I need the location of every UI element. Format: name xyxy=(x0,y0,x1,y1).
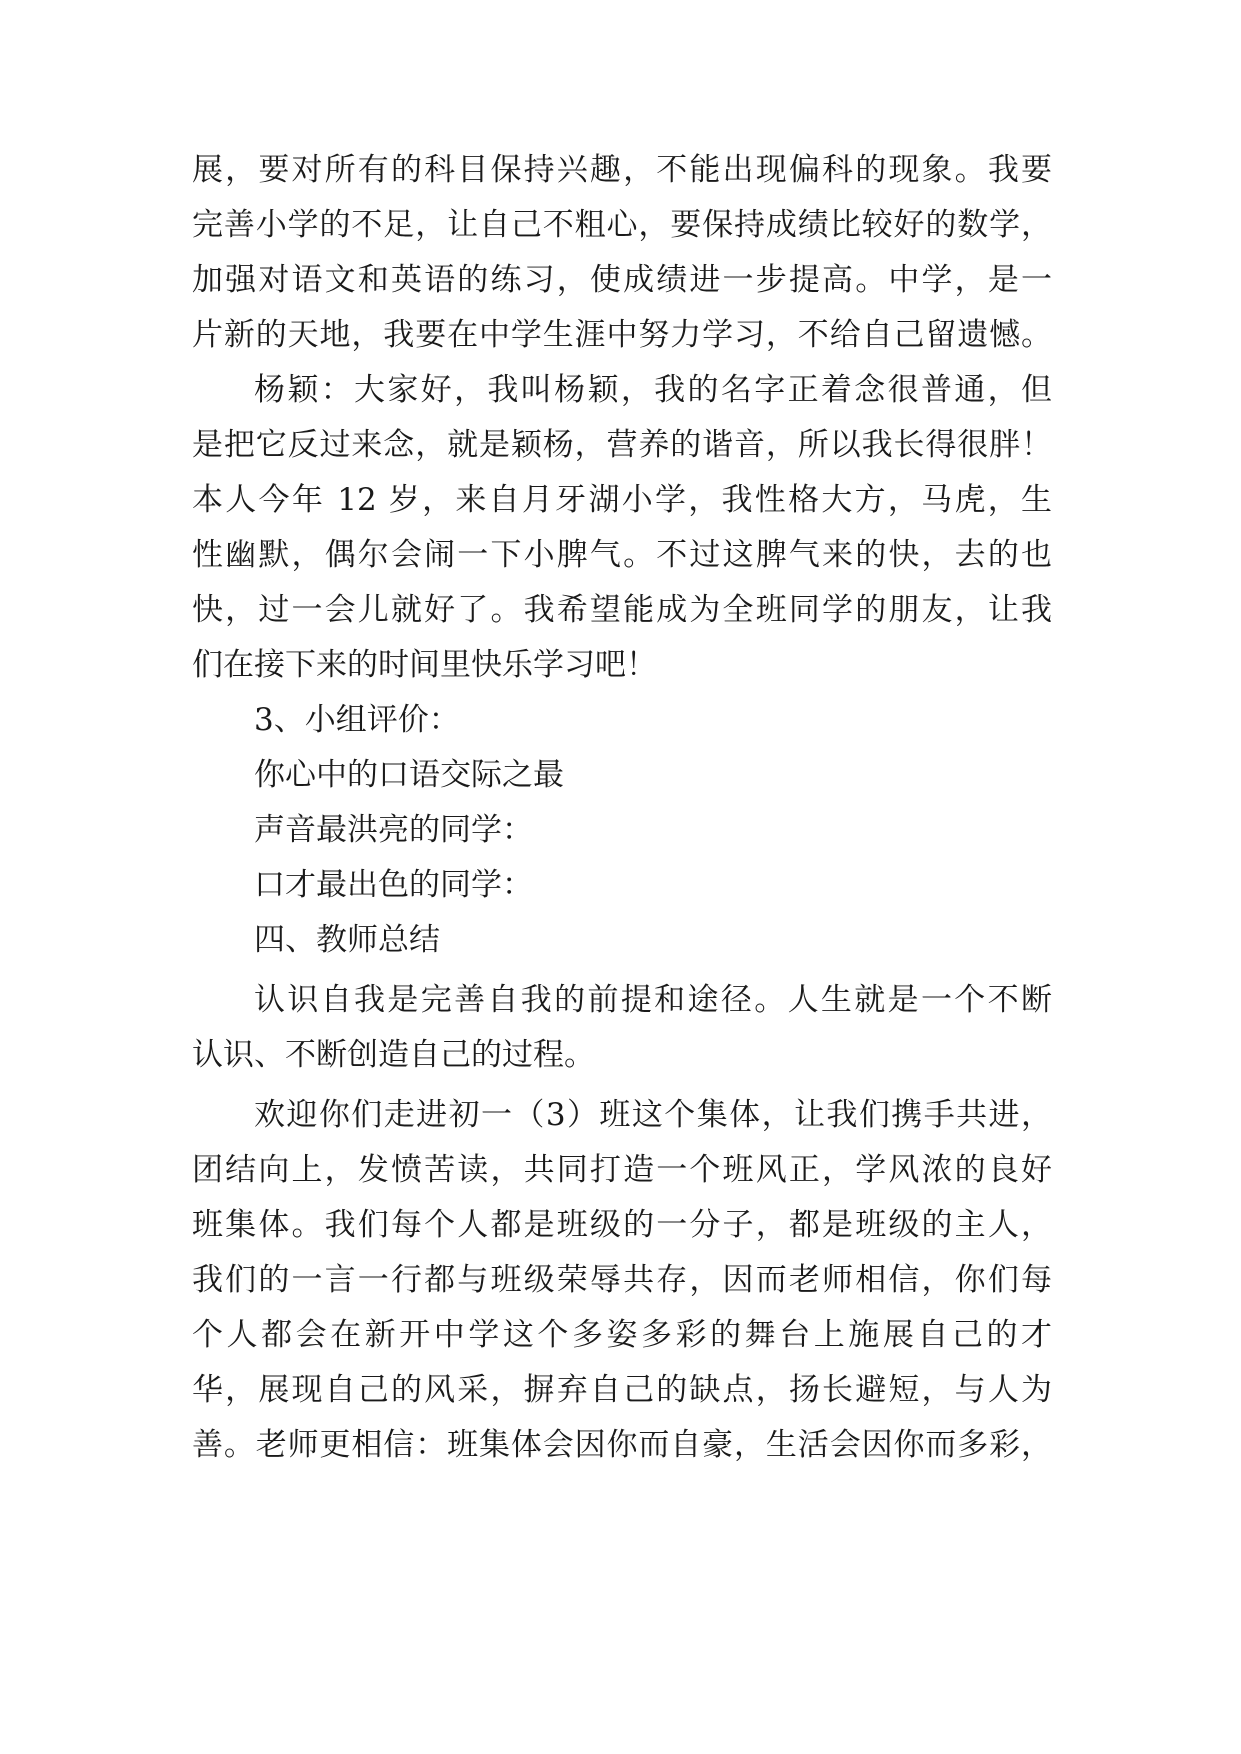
paragraph-line: 们在接下来的时间里快乐学习吧！ xyxy=(192,647,657,683)
section-heading: 四、教师总结 xyxy=(254,922,440,958)
section-heading: 3、小组评价： xyxy=(254,702,460,738)
paragraph-line: 完善小学的不足，让自己不粗心，要保持成绩比较好的数学， xyxy=(192,207,1052,243)
paragraph-line: 团结向上，发愤苦读，共同打造一个班风正，学风浓的良好 xyxy=(192,1152,1052,1188)
paragraph-line: 声音最洪亮的同学： xyxy=(254,812,533,848)
paragraph-line: 展，要对所有的科目保持兴趣，不能出现偏科的现象。我要 xyxy=(192,152,1052,188)
paragraph-line: 华，展现自己的风采，摒弃自己的缺点，扬长避短，与人为 xyxy=(192,1372,1052,1408)
paragraph-line: 认识自我是完善自我的前提和途径。人生就是一个不断 xyxy=(254,982,1052,1018)
paragraph-line: 善。老师更相信：班集体会因你而自豪，生活会因你而多彩， xyxy=(192,1427,1052,1463)
paragraph-line: 你心中的口语交际之最 xyxy=(254,757,564,793)
paragraph-line: 个人都会在新开中学这个多姿多彩的舞台上施展自己的才 xyxy=(192,1317,1052,1353)
paragraph-line: 快，过一会儿就好了。我希望能成为全班同学的朋友，让我 xyxy=(192,592,1052,628)
paragraph-line: 班集体。我们每个人都是班级的一分子，都是班级的主人， xyxy=(192,1207,1052,1243)
paragraph-line: 性幽默，偶尔会闹一下小脾气。不过这脾气来的快，去的也 xyxy=(192,537,1052,573)
paragraph-line: 杨颖：大家好，我叫杨颖，我的名字正着念很普通，但 xyxy=(254,372,1052,408)
paragraph-line: 口才最出色的同学： xyxy=(254,867,533,903)
paragraph-line: 本人今年 12 岁，来自月牙湖小学，我性格大方，马虎，生 xyxy=(192,482,1052,518)
paragraph-line: 欢迎你们走进初一（3）班这个集体，让我们携手共进， xyxy=(254,1097,1052,1133)
paragraph-line: 认识、不断创造自己的过程。 xyxy=(192,1037,595,1073)
paragraph-line: 加强对语文和英语的练习，使成绩进一步提高。中学，是一 xyxy=(192,262,1052,298)
paragraph-line: 我们的一言一行都与班级荣辱共存，因而老师相信，你们每 xyxy=(192,1262,1052,1298)
paragraph-line: 是把它反过来念，就是颖杨，营养的谐音，所以我长得很胖！ xyxy=(192,427,1052,463)
paragraph-line: 片新的天地，我要在中学生涯中努力学习，不给自己留遗憾。 xyxy=(192,317,1052,353)
